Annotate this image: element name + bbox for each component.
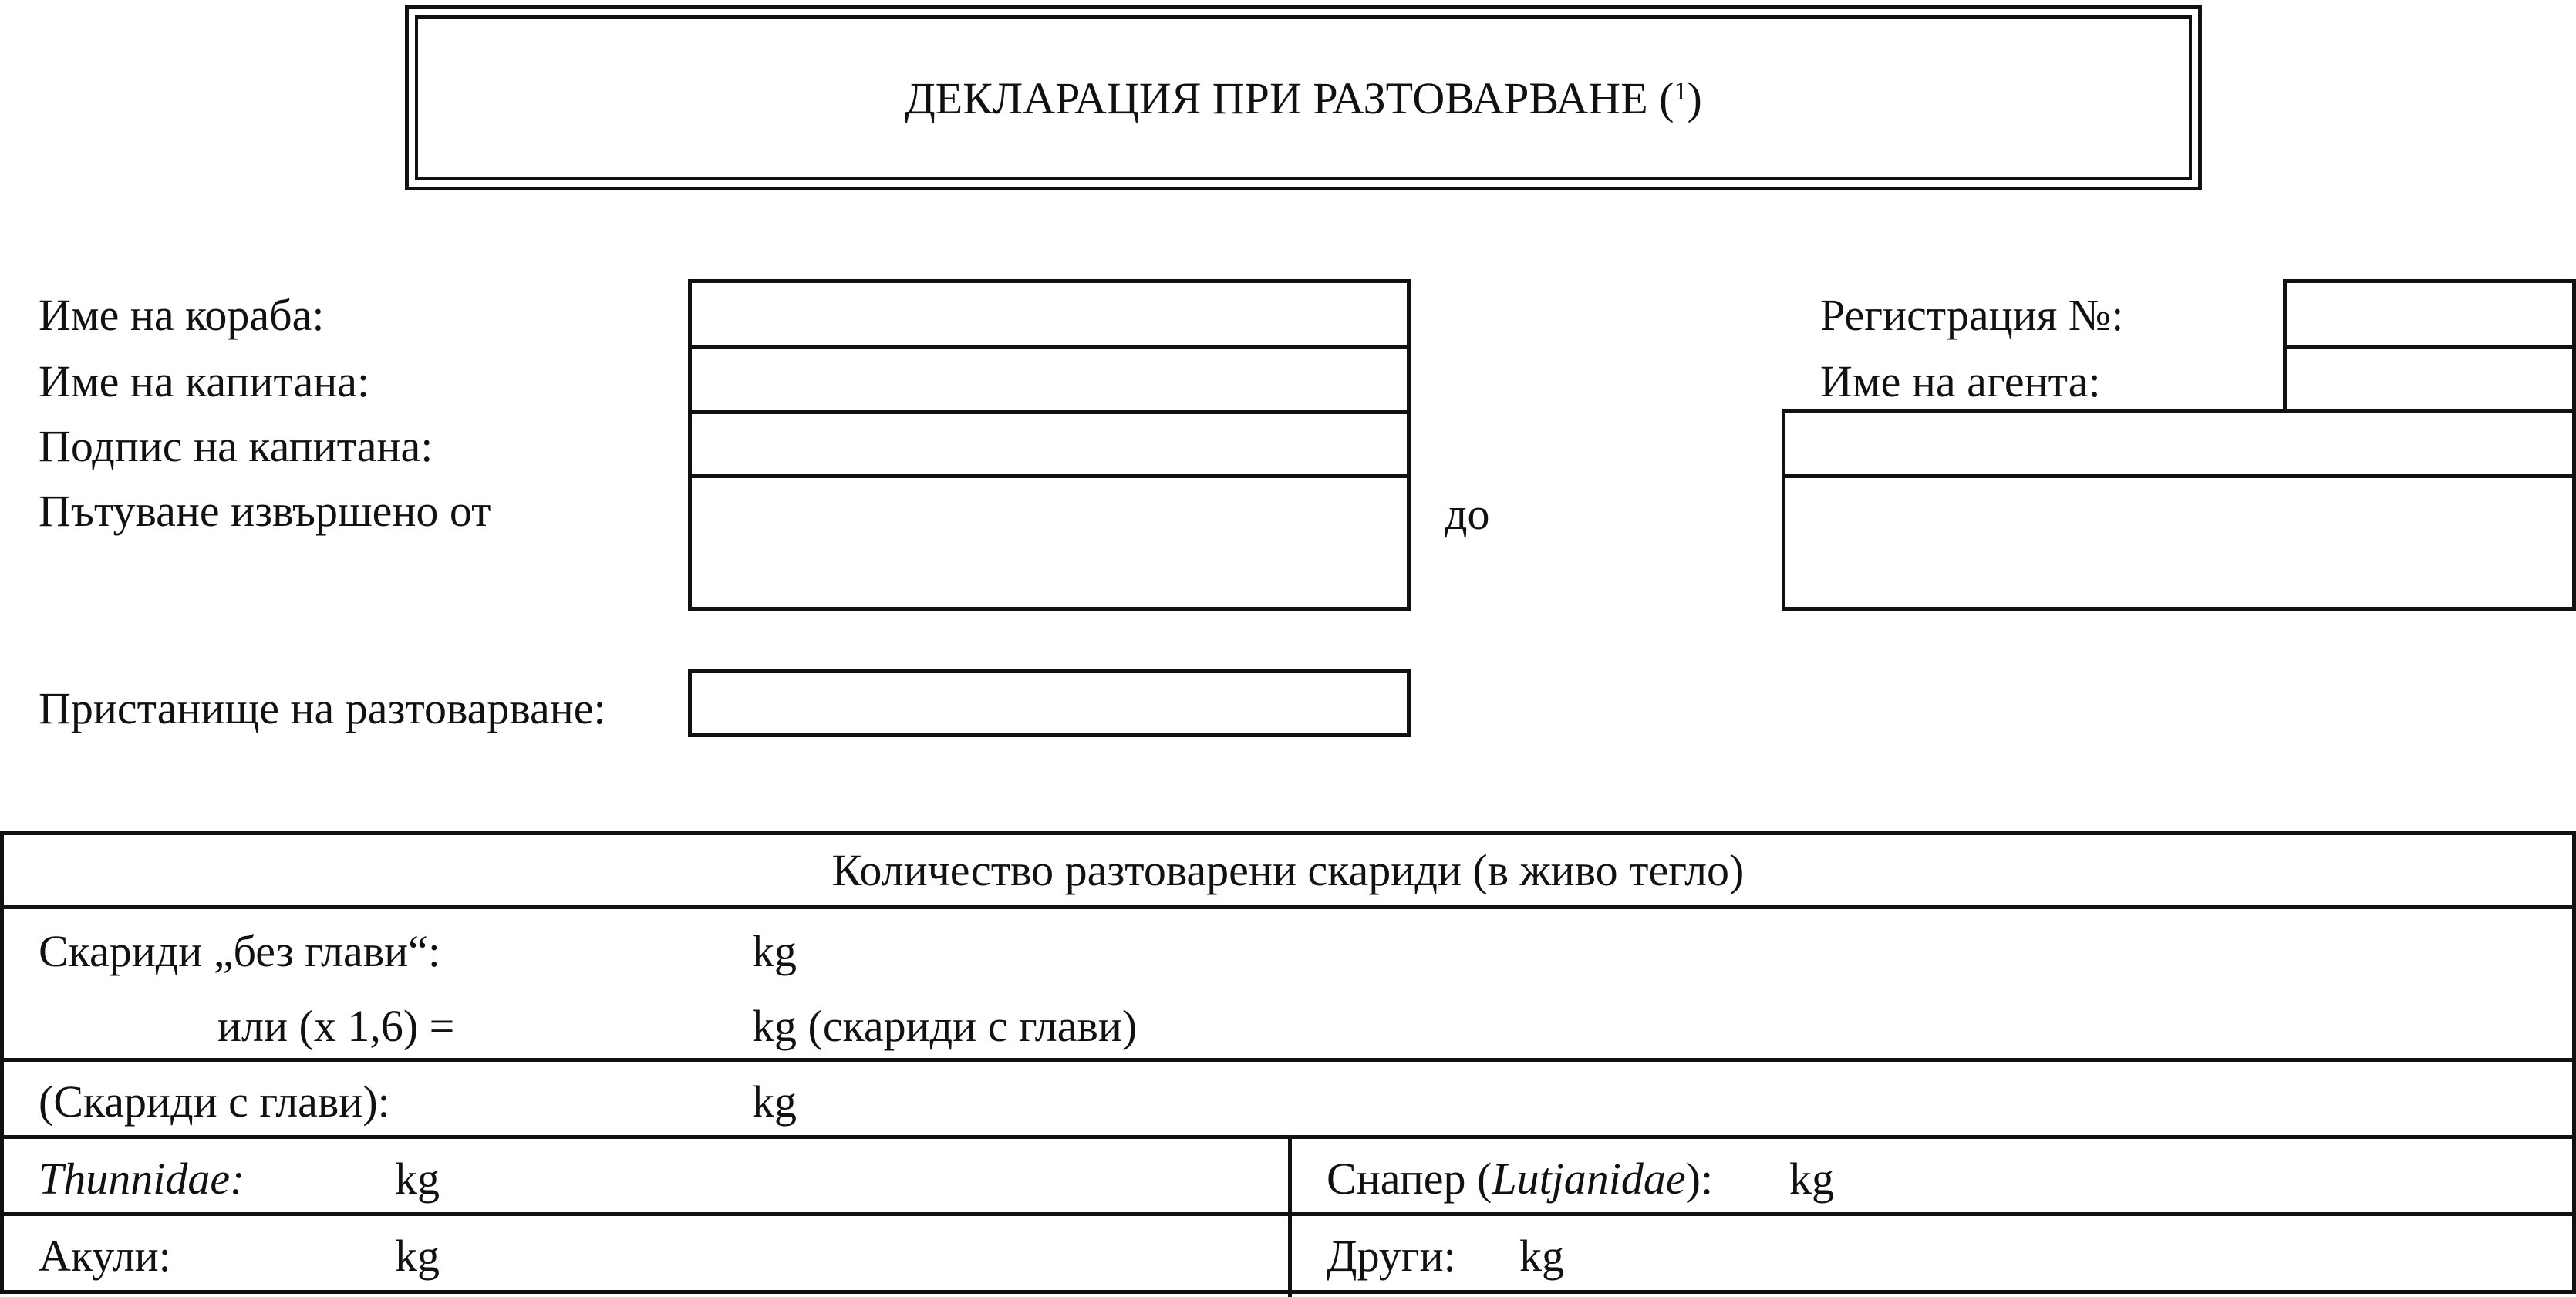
captain-name-field[interactable] [692,349,1407,410]
headless-shrimp-label: Скариди „без глави“: [39,926,440,976]
thunnidae-label: Thunnidae: [39,1154,245,1204]
sharks-label: Акули: [39,1231,171,1281]
other-label: Други: [1327,1231,1456,1281]
table-column-divider [1288,1135,1292,1297]
snapper-label [1327,1154,1714,1204]
title-close: ) [1687,73,1702,123]
captain-signature-field[interactable] [692,414,1407,474]
conversion-factor-unit: kg (скариди с глави) [752,1001,1138,1051]
registration-field[interactable] [2287,283,2576,345]
table-divider [0,905,2576,909]
agent-detail-field[interactable] [1785,413,2576,474]
title-text: ДЕКЛАРАЦИЯ ПРИ РАЗТОВАРВАНЕ ( [905,73,1674,123]
snapper-label-prefix: Снапер ( [1327,1154,1492,1204]
captain-name-label: Име на капитана: [39,356,370,406]
agent-name-field[interactable] [2287,349,2576,410]
headon-shrimp-unit: kg [752,1076,797,1127]
other-unit: kg [1519,1231,1564,1281]
headon-shrimp-label: (Скариди с глави): [39,1076,390,1127]
agent-name-label: Име на агента: [1820,356,2101,406]
title-frame [405,5,2202,190]
sharks-unit: kg [395,1231,440,1281]
snapper-label-latin: Lutjanidae [1492,1154,1686,1204]
voyage-from-label: Пътуване извършено от [39,486,491,536]
port-label: Пристанище на разтоварване: [39,683,606,733]
voyage-from-field[interactable] [692,478,1407,607]
snapper-unit: kg [1789,1154,1834,1204]
voyage-to-label: до [1445,489,1490,539]
title-footnote: 1 [1674,77,1688,106]
registration-label: Регистрация №: [1820,290,2124,340]
captain-signature-label: Подпис на капитана: [39,421,433,471]
ship-name-label: Име на кораба: [39,290,325,340]
voyage-to-field[interactable] [1785,478,2576,607]
headless-shrimp-unit: kg [752,926,797,976]
page-title [409,72,2198,124]
thunnidae-unit: kg [395,1154,440,1204]
conversion-factor-label: или (x 1,6) = [217,1001,455,1051]
ship-name-field[interactable] [692,283,1407,345]
table-divider [0,1058,2576,1062]
snapper-label-suffix: ): [1685,1154,1714,1204]
port-field[interactable] [688,669,1411,737]
quantity-table-header: Количество разтоварени скариди (в живо тегло) [831,845,1745,895]
